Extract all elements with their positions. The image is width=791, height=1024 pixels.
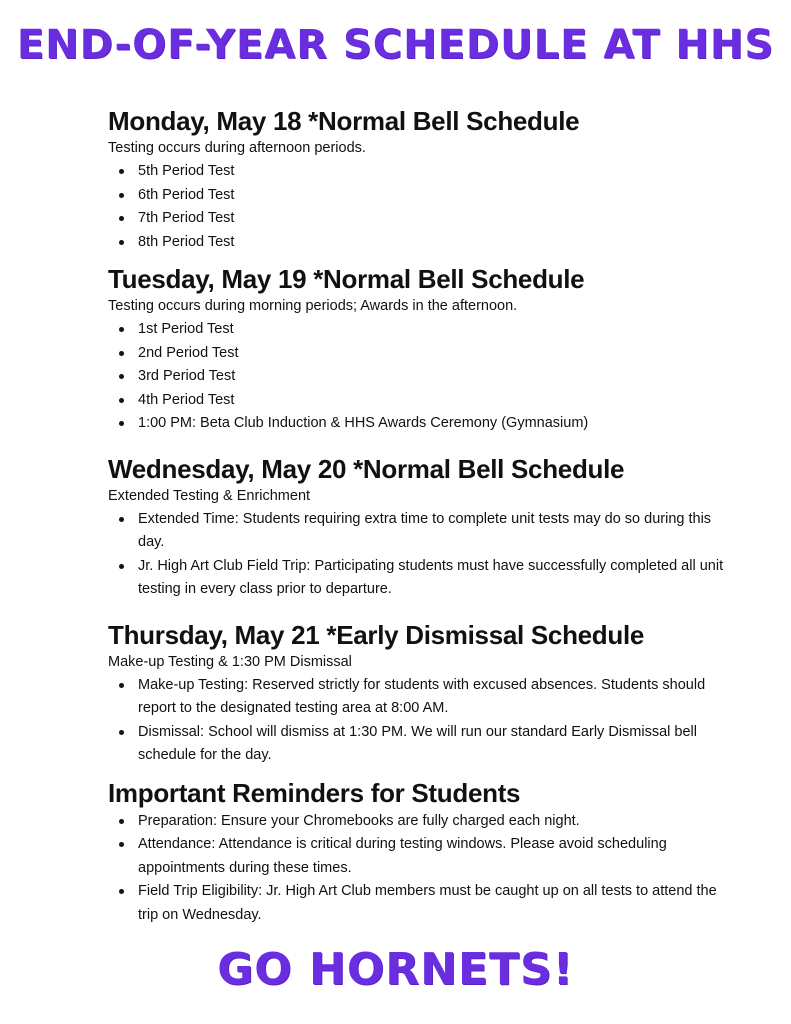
section-list bbox=[108, 318, 728, 436]
section-heading: Wednesday, May 20 *Normal Bell Schedule bbox=[108, 453, 625, 484]
section-tuesday bbox=[108, 262, 728, 436]
section-heading: Monday, May 18 *Normal Bell Schedule bbox=[108, 106, 580, 136]
section-wednesday bbox=[108, 452, 728, 602]
section-thursday bbox=[108, 618, 728, 768]
list-item: 1:00 PM: Beta Club Induction & HHS Awards Ceremony (Gymnasium) bbox=[136, 412, 728, 436]
list-item: 7th Period Test bbox=[136, 207, 728, 231]
list-item: 6th Period Test bbox=[136, 184, 728, 208]
list-item: Field Trip Eligibility: Jr. High Art Club members must be caught up on all tests to attend the trip on Wednesday. bbox=[136, 880, 728, 927]
list-item: Dismissal: School will dismiss at 1:30 PM. We will run our standard Early Dismissal bell schedule for the day. bbox=[136, 721, 728, 768]
list-item: 4th Period Test bbox=[136, 389, 728, 413]
section-list bbox=[108, 160, 728, 254]
list-item: 1st Period Test bbox=[136, 318, 728, 342]
list-item: 8th Period Test bbox=[136, 231, 728, 255]
section-intro: Testing occurs during morning periods; Awards in the afternoon. bbox=[108, 298, 518, 314]
page-title: END-OF-YEAR SCHEDULE AT HHS bbox=[16, 22, 775, 68]
list-item: Jr. High Art Club Field Trip: Participating students must have successfully completed all unit testing in every class prior to departure. bbox=[136, 555, 728, 602]
section-reminders bbox=[108, 776, 728, 928]
list-item: 2nd Period Test bbox=[136, 342, 728, 366]
list-item: 3rd Period Test bbox=[136, 365, 728, 389]
section-heading: Important Reminders for Students bbox=[108, 777, 521, 808]
section-intro: Testing occurs during afternoon periods. bbox=[108, 140, 366, 156]
section-heading: Thursday, May 21 *Early Dismissal Schedule bbox=[108, 619, 645, 650]
section-intro: Extended Testing & Enrichment bbox=[108, 487, 311, 504]
section-intro: Make-up Testing & 1:30 PM Dismissal bbox=[108, 653, 352, 670]
section-heading: Tuesday, May 19 *Normal Bell Schedule bbox=[108, 264, 585, 294]
section-list bbox=[108, 810, 728, 928]
section-list bbox=[108, 508, 728, 602]
list-item: Attendance: Attendance is critical during testing windows. Please avoid scheduling appointments during these times. bbox=[136, 833, 728, 880]
schedule-content bbox=[108, 104, 728, 927]
section-monday bbox=[108, 104, 728, 254]
section-list bbox=[108, 674, 728, 768]
list-item: 5th Period Test bbox=[136, 160, 728, 184]
list-item: Extended Time: Students requiring extra time to complete unit tests may do so during this day. bbox=[136, 508, 728, 555]
list-item: Preparation: Ensure your Chromebooks are fully charged each night. bbox=[136, 810, 728, 834]
list-item: Make-up Testing: Reserved strictly for students with excused absences. Students should report to the designated testing area at 8:00 AM. bbox=[136, 674, 728, 721]
footer-slogan: GO HORNETS! bbox=[217, 944, 574, 995]
